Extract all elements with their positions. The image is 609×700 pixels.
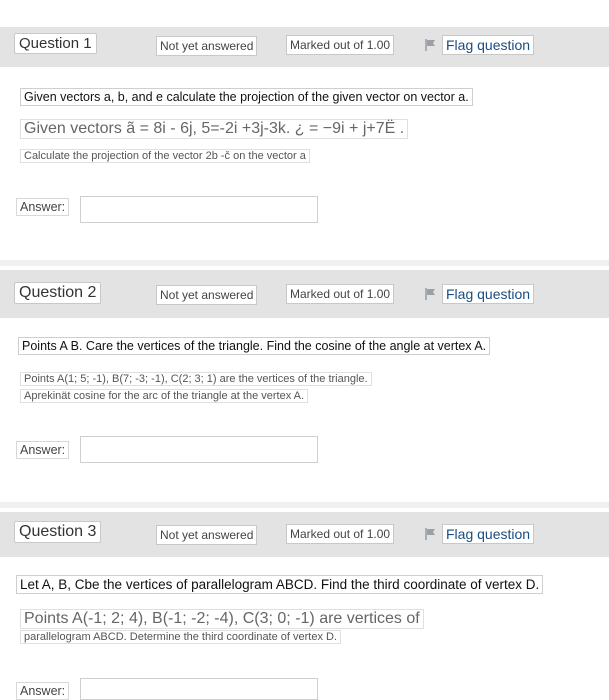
answer-input-q1[interactable] — [80, 196, 318, 223]
answer-label: Answer: — [16, 441, 69, 459]
question-2-header — [0, 270, 609, 318]
question-1-task: Calculate the projection of the vector 2b -č on the vector a — [20, 149, 310, 163]
question-2-task: Aprekinät cosine for the arc of the triangle at the vertex A. — [20, 389, 308, 403]
marks-badge: Marked out of 1.00 — [286, 284, 394, 304]
section-divider — [0, 260, 609, 266]
question-1-header — [0, 27, 609, 67]
answer-input-q2[interactable] — [80, 436, 318, 463]
answer-label: Answer: — [16, 198, 69, 216]
question-3-task: parallelogram ABCD. Determine the third coordinate of vertex D. — [20, 630, 341, 644]
flag-question-button[interactable] — [424, 524, 534, 544]
status-badge: Not yet answered — [156, 36, 257, 56]
question-2-prompt: Points A B. Care the vertices of the triangle. Find the cosine of the angle at vertex A. — [18, 337, 490, 355]
flag-question-label[interactable]: Flag question — [442, 524, 534, 544]
question-2-points: Points A(1; 5; -1), B(7; -3; -1), C(2; 3; 1) are the vertices of the triangle. — [20, 372, 372, 386]
flag-question-label[interactable]: Flag question — [442, 284, 534, 304]
section-divider — [0, 502, 609, 508]
status-badge: Not yet answered — [156, 525, 257, 545]
question-1-prompt: Given vectors a, b, and e calculate the projection of the given vector on vector a. — [20, 88, 473, 106]
status-badge: Not yet answered — [156, 285, 257, 305]
question-number: Question 1 — [14, 33, 97, 54]
question-3-header — [0, 512, 609, 557]
question-1-vectors: Given vectors ã = 8i - 6j, 5=-2i +3j-3k. ¿ = −9i + j+7Ë . — [20, 119, 408, 139]
flag-icon — [424, 527, 438, 541]
flag-icon — [424, 287, 438, 301]
question-3-prompt: Let A, B, Cbe the vertices of parallelogram ABCD. Find the third coordinate of vertex D. — [16, 575, 543, 594]
answer-label: Answer: — [16, 682, 69, 700]
marks-badge: Marked out of 1.00 — [286, 35, 394, 55]
question-number: Question 2 — [14, 282, 101, 304]
flag-icon — [424, 38, 438, 52]
flag-question-label[interactable]: Flag question — [442, 35, 534, 55]
answer-input-q3[interactable] — [80, 678, 318, 700]
question-3-points: Points A(-1; 2; 4), B(-1; -2; -4), C(3; 0; -1) are vertices of — [20, 609, 424, 629]
flag-question-button[interactable] — [424, 35, 534, 55]
question-number: Question 3 — [14, 521, 101, 543]
flag-question-button[interactable] — [424, 284, 534, 304]
marks-badge: Marked out of 1.00 — [286, 524, 394, 544]
